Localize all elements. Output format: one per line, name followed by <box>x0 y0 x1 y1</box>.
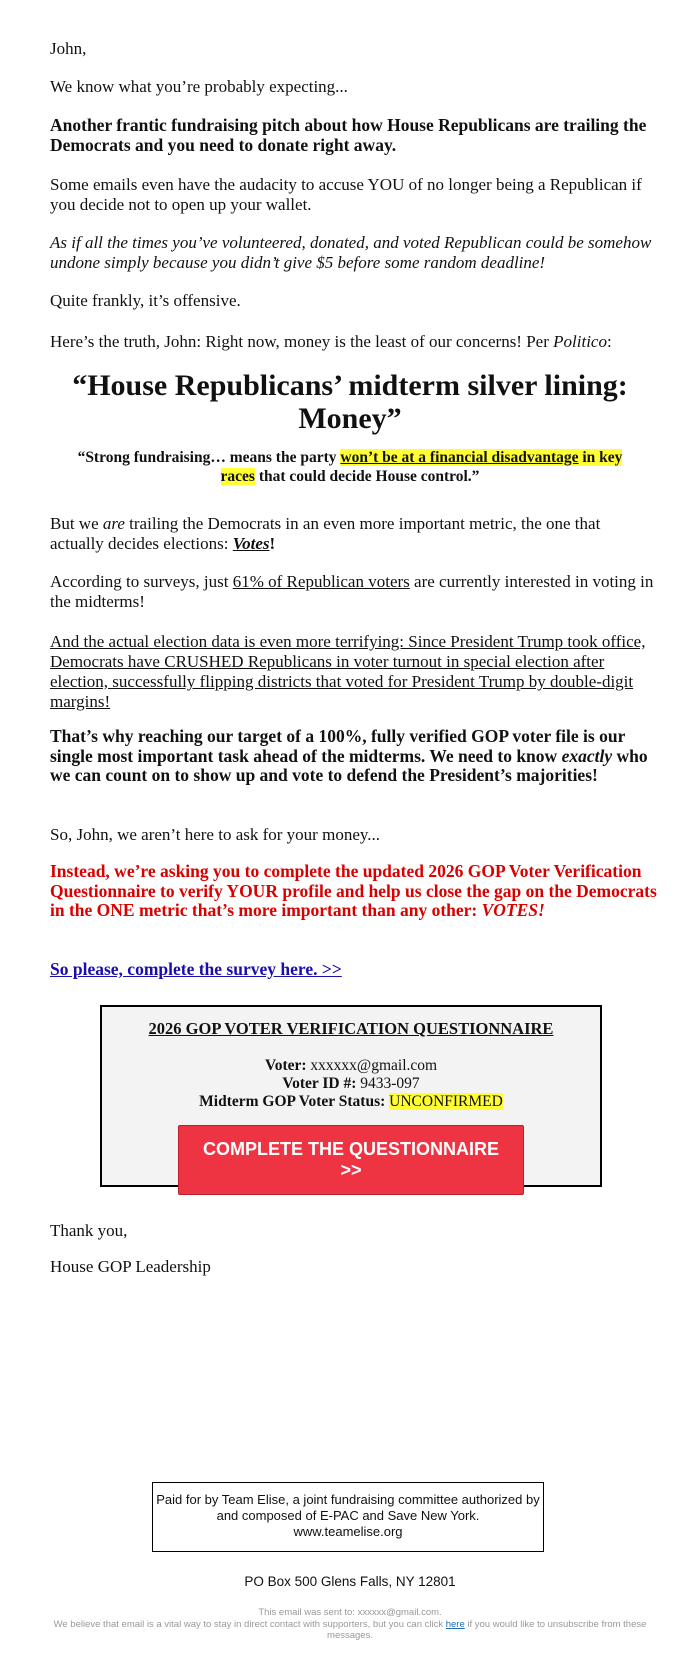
greeting: John, <box>50 39 87 58</box>
source-name: Politico <box>553 332 607 351</box>
emphasis: VOTES! <box>481 900 545 920</box>
paragraph-surveys <box>50 572 658 612</box>
text: But we <box>50 514 103 533</box>
label: Midterm GOP Voter Status: <box>199 1093 386 1110</box>
text: That’s why reaching our target of a 100%, fully verified GOP voter file is our single most important task ahead of the midterms. We need to know <box>50 726 626 766</box>
paid-for-text: Paid for by Team Elise, a joint fundraising committee authorized by and composed of E-PAC and Save New York. <box>156 1492 540 1523</box>
label: Voter: <box>264 1057 307 1074</box>
signature: House GOP Leadership <box>50 1257 211 1276</box>
voter-line <box>102 1057 600 1075</box>
unsubscribe-text <box>40 1619 660 1642</box>
paid-for-box <box>152 1482 544 1552</box>
text: We believe that email is a vital way to stay in direct contact with supporters, but you can click <box>53 1618 446 1630</box>
emphasis: exactly <box>561 745 613 766</box>
text: trailing the Democrats in an even more important metric, the one that actually decides elections: <box>50 514 601 553</box>
paragraph-money: So, John, we aren’t here to ask for your money... <box>50 825 381 844</box>
headline: “House Republicans’ midterm silver lining: Money” <box>72 369 628 435</box>
highlighted-text: in key races <box>220 449 623 485</box>
signoff: Thank you, <box>50 1221 128 1240</box>
text: that could decide House control.” <box>254 468 480 485</box>
text: Instead, we’re asking you to complete the updated 2026 GOP Voter Verification Questionnaire to verify YOUR profile and help us close the gap on the Democrats in the ONE metric that’s more important than any other: <box>50 861 657 920</box>
survey-stat-link[interactable]: 61% of Republican voters <box>232 572 410 591</box>
emphasis: are <box>102 514 125 533</box>
text: According to surveys, just <box>50 572 233 591</box>
text: are currently interested in voting in the midterms! <box>50 572 654 611</box>
unsubscribe-footer <box>40 1607 660 1642</box>
status-badge: UNCONFIRMED <box>389 1093 503 1110</box>
election-data-link[interactable]: And the actual election data is even more terrifying: Since President Trump took office, Democrats have CRUSHED Republicans in voter turnout in special election after election, successfully flipping districts that voted for President Trump by double-digit margins! <box>50 632 646 711</box>
complete-questionnaire-button[interactable]: COMPLETE THE QUESTIONNAIRE >> <box>178 1125 524 1195</box>
voter-email: xxxxxx@gmail.com <box>310 1057 438 1074</box>
text: who we can count on to show up and vote to defend the President’s majorities! <box>50 745 648 785</box>
survey-link-line <box>50 959 658 980</box>
intro-paragraph: We know what you’re probably expecting... <box>50 77 348 96</box>
paragraph-truth <box>50 332 658 352</box>
survey-link[interactable]: So please, complete the survey here. >> <box>50 959 342 979</box>
voter-id: 9433-097 <box>360 1075 420 1092</box>
text: : <box>606 332 612 351</box>
italic-paragraph: As if all the times you’ve volunteered, donated, and voted Republican could be somehow undone simply because you didn’t give $5 before some random deadline! <box>50 233 652 272</box>
quote <box>60 448 640 486</box>
text: Here’s the truth, John: Right now, money is the least of our concerns! Per <box>50 332 554 351</box>
label: Voter ID #: <box>282 1075 357 1092</box>
paragraph-request <box>50 862 658 921</box>
paragraph-offensive: Quite frankly, it’s offensive. <box>50 291 241 310</box>
paragraph-voter-file <box>50 727 658 786</box>
bold-paragraph: Another frantic fundraising pitch about how House Republicans are trailing the Democrats and you need to donate right away. <box>50 115 647 155</box>
unsubscribe-link[interactable]: here <box>445 1618 465 1630</box>
address: PO Box 500 Glens Falls, NY 12801 <box>244 1574 456 1589</box>
text: “Strong fundraising… means the party <box>77 449 341 466</box>
text: ! <box>269 534 276 553</box>
sent-to: This email was sent to: xxxxxx@gmail.com. <box>258 1607 442 1618</box>
status-line <box>102 1093 600 1111</box>
questionnaire-box <box>100 1005 602 1187</box>
paragraph-audacity: Some emails even have the audacity to accuse YOU of no longer being a Republican if you decide not to open up your wallet. <box>50 175 642 214</box>
voter-id-line <box>102 1075 600 1093</box>
questionnaire-title: 2026 GOP VOTER VERIFICATION QUESTIONNAIRE <box>148 1019 554 1038</box>
text: if you would like to unsubscribe from these messages. <box>327 1618 647 1641</box>
votes-emphasis: Votes <box>232 534 270 553</box>
paragraph-votes <box>50 514 658 554</box>
highlighted-link[interactable]: won’t be at a financial disadvantage <box>340 449 579 466</box>
website: www.teamelise.org <box>293 1524 403 1539</box>
